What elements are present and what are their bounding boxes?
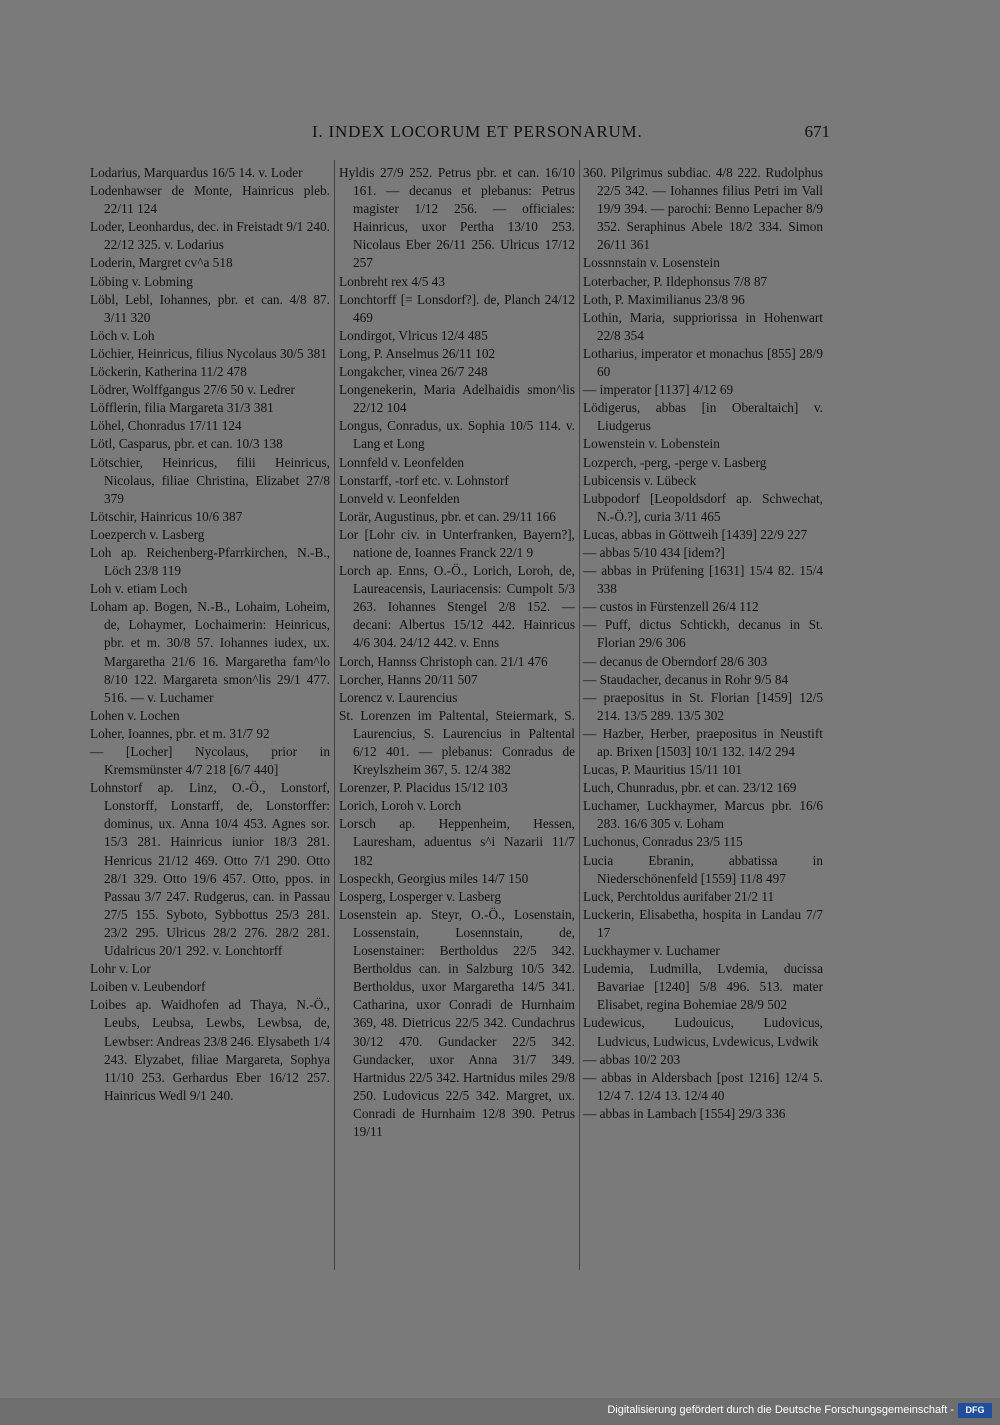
index-entry: Lucas, P. Mauritius 15/11 101 <box>583 762 743 778</box>
index-entry: Löchier, Heinricus, filius Nycolaus 30/5 381 <box>90 345 327 361</box>
index-entry: Loiben v. Leubendorf <box>90 979 206 995</box>
column-divider-1 <box>334 160 335 1270</box>
index-entry: — [Locher] Nycolaus, prior in Kremsmünster 4/7 218 [6/7 440] <box>90 744 330 778</box>
index-entry: Lorenzer, P. Placidus 15/12 103 <box>339 780 508 796</box>
index-entry: Lohr v. Lor <box>90 961 151 977</box>
index-entry: Löch v. Loh <box>90 327 155 343</box>
index-entry: Longus, Conradus, ux. Sophia 10/5 114. v. Lang et Long <box>339 418 575 452</box>
index-entry: Löhel, Chonradus 17/11 124 <box>90 418 242 434</box>
index-entry: Lucas, abbas in Göttweih [1439] 22/9 227 <box>583 526 808 542</box>
page-number: 671 <box>804 122 830 141</box>
index-entry: Luckhaymer v. Luchamer <box>583 943 720 959</box>
index-entry: St. Lorenzen im Paltental, Steiermark, S. Laurencius, S. Laurencius in Paltental 6/12 401. — plebanus: Conradus de Kreylszheim 367, 5. 12/4 382 <box>339 707 575 778</box>
index-entry: Lodarius, Marquardus 16/5 14. v. Loder <box>90 165 303 180</box>
page-header <box>90 122 830 146</box>
index-entry: Ludemia, Ludmilla, Lvdemia, ducissa Bavariae [1240] 5/8 496. 513. mater Elisabet, regina Bohemiae 28/9 502 <box>583 961 823 1013</box>
index-entry: Lohen v. Lochen <box>90 707 180 723</box>
index-entry: — praepositus in St. Florian [1459] 12/5 214. 13/5 289. 13/5 302 <box>583 689 823 723</box>
index-entry: Luckerin, Elisabetha, hospita in Landau 7/7 17 <box>583 906 823 940</box>
index-entry: Lorch ap. Enns, O.-Ö., Lorich, Loroh, de, Laureacensis, Lauriacensis: Cumpolt 5/3 263. Iohannes Stengel 2/8 152. — decani: Albertus 15/12 442. Hainricus 4/6 304. 24/12 442. v. Enns <box>339 563 575 651</box>
index-entry: Londirgot, Vlricus 12/4 485 <box>339 327 488 343</box>
index-entry: Lowenstein v. Lobenstein <box>583 436 720 452</box>
index-entry: Lossnnstain v. Losenstein <box>583 255 720 271</box>
index-entry: Lonnfeld v. Leonfelden <box>339 454 465 470</box>
index-column-1 <box>90 164 330 1105</box>
index-entry: Loibes ap. Waidhofen ad Thaya, N.-Ö., Leubs, Leubsa, Lewbs, Lewbsa, de, Lewbser: Andreas 23/8 246. Elysabeth 1/4 243. Elyzabet, filiae Margareta, Sophya 11/10 253. Gerhardus Eber 16/12 257. Hainricus Wedl 9/1 240. <box>90 997 331 1103</box>
index-entry: Lubicensis v. Lübeck <box>583 472 697 488</box>
index-entry: Lödrer, Wolffgangus 27/6 50 v. Ledrer <box>90 382 295 398</box>
index-entry: Lospeckh, Georgius miles 14/7 150 <box>339 870 529 886</box>
index-entry: Loh ap. Reichenberg-Pfarrkirchen, N.-B., Löch 23/8 119 <box>90 544 330 579</box>
index-entry: Loher, Ioannes, pbr. et m. 31/7 92 <box>90 725 270 741</box>
index-entry: Lubpodorf [Leopoldsdorf ap. Schwechat, N.-Ö.?], curia 3/11 465 <box>583 490 823 524</box>
index-entry: Loderin, Margret cv^a 518 <box>90 255 233 271</box>
index-entry: Luchonus, Conradus 23/5 115 <box>583 834 743 850</box>
index-entry: — abbas 10/2 203 <box>583 1051 681 1067</box>
index-entry: Loterbacher, P. Ildephonsus 7/8 87 <box>583 273 768 289</box>
index-entry: Ludewicus, Ludouicus, Ludovicus, Ludvicus, Ludwicus, Lvdewicus, Lvdwik <box>583 1015 823 1049</box>
index-entry: Loh v. etiam Loch <box>90 581 188 597</box>
index-entry: Lonchtorff [= Lonsdorf?]. de, Planch 24/12 469 <box>339 291 575 325</box>
index-entry: — abbas in Aldersbach [post 1216] 12/4 5. 12/4 7. 12/4 13. 12/4 40 <box>583 1069 823 1103</box>
index-entry: 360. Pilgrimus subdiac. 4/8 222. Rudolphus 22/5 342. — Iohannes filius Petri im Vall 19/9 394. — parochi: Benno Lepacher 8/9 352. Seraphinus Abele 18/2 334. Simon 26/11 361 <box>583 165 823 253</box>
page-title: I. INDEX LOCORUM ET PERSONARUM. <box>312 122 643 141</box>
index-entry: Lorsch ap. Heppenheim, Hessen, Lauresham, aduentus s^i Nazarii 11/7 182 <box>339 816 575 868</box>
index-entry: Lozperch, -perg, -perge v. Lasberg <box>583 454 767 470</box>
index-column-3 <box>583 164 823 1123</box>
dfg-logo-icon: DFG <box>958 1403 992 1418</box>
index-entry: Lucia Ebranin, abbatissa in Niederschönenfeld [1559] 11/8 497 <box>583 852 823 886</box>
footer-credit: Digitalisierung gefördert durch die Deutsche Forschungsgemeinschaft - <box>607 1404 954 1416</box>
index-entry: Loezperch v. Lasberg <box>90 526 205 542</box>
index-entry: Longenekerin, Maria Adelhaidis smon^lis 22/12 104 <box>339 382 575 416</box>
index-entry: Lor [Lohr civ. in Unterfranken, Bayern?], natione de, Ioannes Franck 22/1 9 <box>339 526 575 560</box>
index-entry: Luck, Perchtoldus aurifaber 21/2 11 <box>583 888 775 904</box>
index-entry: Lötschier, Heinricus, filii Heinricus, Nicolaus, filiae Christina, Elizabet 27/8 379 <box>90 454 330 506</box>
index-entry: — Staudacher, decanus in Rohr 9/5 84 <box>583 671 789 687</box>
index-entry: Lotharius, imperator et monachus [855] 28/9 60 <box>583 345 823 380</box>
index-entry: Hyldis 27/9 252. Petrus pbr. et can. 16/10 161. — decanus et plebanus: Petrus magister 1/12 256. — officiales: Hainricus, uxor Pertha 13/10 253. Nicolaus Eber 26/11 256. Ulricus 17/12 257 <box>339 165 575 271</box>
index-entry: Longakcher, vinea 26/7 248 <box>339 364 488 380</box>
index-entry: Loth, P. Maximilianus 23/8 96 <box>583 291 745 307</box>
index-entry: Long, P. Anselmus 26/11 102 <box>339 345 496 361</box>
index-entry: Lödigerus, abbas [in Oberaltaich] v. Liudgerus <box>583 400 823 434</box>
index-entry: Loder, Leonhardus, dec. in Freistadt 9/1 240. 22/12 325. v. Lodarius <box>90 219 330 253</box>
index-entry: Losperg, Losperger v. Lasberg <box>339 888 501 904</box>
index-entry: Löbing v. Lobming <box>90 273 193 289</box>
index-entry: Lorcher, Hanns 20/11 507 <box>339 671 478 687</box>
index-entry: Löbl, Lebl, Iohannes, pbr. et can. 4/8 87. 3/11 320 <box>90 291 330 325</box>
index-entry: Luchamer, Luckhaymer, Marcus pbr. 16/6 283. 16/6 305 v. Loham <box>583 798 823 832</box>
index-entry: — imperator [1137] 4/12 69 <box>583 382 734 398</box>
index-entry: Lonstarff, -torf etc. v. Lohnstorf <box>339 472 509 488</box>
index-entry: Löfflerin, filia Margareta 31/3 381 <box>90 400 274 416</box>
index-entry: Lonbreht rex 4/5 43 <box>339 273 445 289</box>
index-entry: Loham ap. Bogen, N.-B., Lohaim, Loheim, de, Lohaymer, Lochaimerin: Heinricus, pbr. et m. 30/8 57. Iohannes iudex, ux. Margaretha 21/6 16. Margaretha fam^lo 8/10 122. Margareta smon^lis 29/1 477. 516. — v. Luchamer <box>90 599 330 705</box>
index-entry: Lothin, Maria, suppriorissa in Hohenwart 22/8 354 <box>583 309 823 343</box>
index-entry: Lonveld v. Leonfelden <box>339 490 460 506</box>
index-entry: — custos in Fürstenzell 26/4 112 <box>583 599 759 615</box>
index-entry: Lorär, Augustinus, pbr. et can. 29/11 166 <box>339 508 556 524</box>
index-entry: Lötl, Casparus, pbr. et can. 10/3 138 <box>90 436 283 452</box>
index-entry: — decanus de Oberndorf 28/6 303 <box>583 653 768 669</box>
index-column-2 <box>339 164 575 1141</box>
index-entry: Lorich, Loroh v. Lorch <box>339 798 462 814</box>
footer-bar <box>0 1398 1000 1425</box>
index-entry: — abbas 5/10 434 [idem?] <box>583 544 725 560</box>
index-entry: — Hazber, Herber, praepositus in Neustift ap. Brixen [1503] 10/1 132. 14/2 294 <box>583 725 823 759</box>
index-entry: Losenstein ap. Steyr, O.-Ö., Losenstain, Lossenstain, Losennstain, de, Losenstainer: Bertholdus 22/5 342. Bertholdus can. in Salzburg 10/5 342. Bertholdus, uxor Margaretha 14/5 341. Catharina, uxor Conradi de Hurnhaim 369, 48. Dietricus 22/5 342. Cundachrus 30/12 470. Gundacker 22/5 342. Gundacker, uxor Anna 31/7 349. Hartnidus 22/5 342. Hartnidus miles 29/8 250. Ludovicus 22/5 342. Margret, ux. Conradi de Hurnhaim 12/8 390. Petrus 19/11 <box>339 906 575 1139</box>
column-divider-2 <box>579 160 580 1270</box>
index-entry: Luch, Chunradus, pbr. et can. 23/12 169 <box>583 780 797 796</box>
index-entry: Lodenhawser de Monte, Hainricus pleb. 22/11 124 <box>90 183 330 217</box>
index-entry: — abbas in Lambach [1554] 29/3 336 <box>583 1105 786 1121</box>
index-entry: — Puff, dictus Schtickh, decanus in St. Florian 29/6 306 <box>583 617 823 651</box>
index-entry: Lorch, Hannss Christoph can. 21/1 476 <box>339 653 548 669</box>
index-entry: Löckerin, Katherina 11/2 478 <box>90 364 247 380</box>
index-entry: — abbas in Prüfening [1631] 15/4 82. 15/4 338 <box>583 563 823 597</box>
index-entry: Lötschir, Hainricus 10/6 387 <box>90 508 243 524</box>
index-entry: Lorencz v. Laurencius <box>339 689 458 705</box>
index-entry: Lohnstorf ap. Linz, O.-Ö., Lonstorf, Lonstorff, Lonstarff, de, Lonstorffer: dominus, ux. Anna 10/4 453. Agnes sor. 15/3 281. Hainricus iunior 18/3 281. Henricus 21/12 469. Otto 7/1 290. Otto 28/1 329. Otto 19/6 457. Otto, ppos. in Passau 3/7 247. Rudgerus, can. in Passau 27/5 155. Syboto, Sybbottus 25/3 281. 23/2 295. Ulricus 28/2 276. 28/2 281. Udalricus 20/1 292. v. Lonchtorff <box>90 780 330 959</box>
